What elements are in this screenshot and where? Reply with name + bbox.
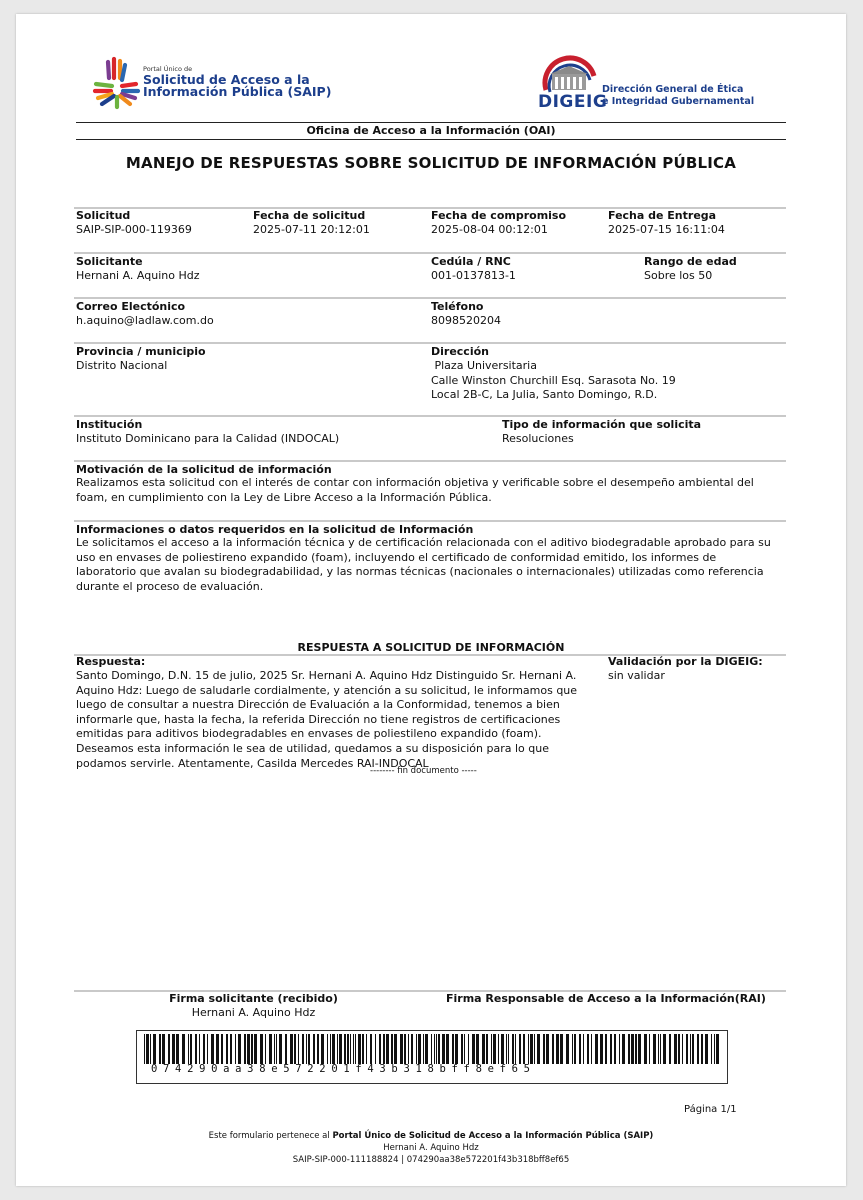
fecha-compromiso-value: 2025-08-04 00:12:01 <box>431 223 548 236</box>
digeig-logo-text <box>602 84 754 108</box>
barcode-bar <box>260 1034 263 1064</box>
motivacion-text <box>76 476 788 505</box>
barcode-bar <box>235 1034 236 1064</box>
informaciones-line: uso en envases de poliestireno expandido (foam), incluyendo el certificado de conformidad emitido, los informes de <box>76 550 717 564</box>
barcode-bar <box>628 1034 630 1064</box>
barcode-bar <box>442 1034 445 1064</box>
barcode-bar <box>678 1034 680 1064</box>
saip-logo-line3: Información Pública (SAIP) <box>143 84 332 99</box>
barcode-bar <box>216 1034 219 1064</box>
barcode-bar <box>188 1034 189 1064</box>
barcode-bar <box>486 1034 488 1064</box>
barcode-bar <box>583 1034 584 1064</box>
institucion-value: Instituto Dominicano para la Calidad (INDOCAL) <box>76 432 340 445</box>
footer-line3: SAIP-SIP-000-111188824 | 074290aa38e572201f43b318bff8ef65 <box>292 1155 570 1165</box>
barcode-bar <box>455 1034 458 1064</box>
barcode-bar <box>631 1034 634 1064</box>
barcode-bar <box>386 1034 389 1064</box>
row-divider <box>74 342 786 344</box>
barcode-bar <box>560 1034 563 1064</box>
digeig-wordmark: DIGEIG <box>538 92 608 112</box>
barcode-bars <box>144 1034 720 1064</box>
barcode-bar <box>411 1034 413 1064</box>
barcode-bar <box>669 1034 671 1064</box>
firma-rai-label: Firma Responsable de Acceso a la Información(RAI) <box>446 992 766 1005</box>
barcode-bar <box>317 1034 319 1064</box>
barcode-bar <box>566 1034 569 1064</box>
fecha-solicitud-label: Fecha de solicitud <box>253 209 366 222</box>
respuesta-line: Aquino Hdz: Luego de saludarle cordialmente, y atención a su solicitud, le informamos que <box>76 683 578 697</box>
saip-logo-line2: Solicitud de Acceso a la <box>143 71 310 87</box>
barcode-bar <box>290 1034 293 1064</box>
barcode-bar <box>461 1034 463 1064</box>
barcode-bar <box>182 1034 185 1064</box>
barcode-bar <box>556 1034 559 1064</box>
barcode-bar <box>619 1034 620 1064</box>
barcode-bar <box>327 1034 328 1064</box>
provincia-value: Distrito Nacional <box>76 359 168 372</box>
response-section-title: RESPUESTA A SOLICITUD DE INFORMACIÓN <box>297 641 565 654</box>
saip-logo-icon <box>92 56 142 110</box>
barcode-bar <box>366 1034 367 1064</box>
barcode-bar <box>649 1034 650 1064</box>
barcode-bar <box>622 1034 625 1064</box>
barcode-bar <box>358 1034 361 1064</box>
barcode-bar <box>394 1034 397 1064</box>
barcode-bar <box>690 1034 691 1064</box>
barcode-bar <box>438 1034 440 1064</box>
barcode-bar <box>370 1034 372 1064</box>
respuesta-line: Deseamos esta información le sea de utilidad, quedamos a su disposición para lo que <box>76 741 549 755</box>
informaciones-text <box>76 536 788 594</box>
barcode-bar <box>534 1034 535 1064</box>
row-divider <box>74 460 786 462</box>
barcode-bar <box>353 1034 354 1064</box>
solicitante-value: Hernani A. Aquino Hdz <box>76 269 200 282</box>
telefono-label: Teléfono <box>431 300 484 313</box>
barcode-bar <box>276 1034 277 1064</box>
barcode-bar <box>416 1034 417 1064</box>
barcode-bar <box>344 1034 346 1064</box>
barcode-bar <box>418 1034 421 1064</box>
barcode-bar <box>226 1034 228 1064</box>
barcode-bar <box>635 1034 637 1064</box>
barcode-bar <box>265 1034 266 1064</box>
respuesta-line: luego de consultar a nuestra Dirección de Evaluación a la Conformidad, tenemos a bien <box>76 698 560 712</box>
barcode-bar <box>591 1034 592 1064</box>
barcode-bar <box>375 1034 376 1064</box>
motivacion-line: foam, en cumplimiento con la Ley de Libre Acceso a la Información Pública. <box>76 490 492 504</box>
solicitud-label: Solicitud <box>76 209 131 222</box>
barcode-bar <box>269 1034 272 1064</box>
barcode-bar <box>697 1034 699 1064</box>
barcode-bar <box>530 1034 533 1064</box>
barcode-bar <box>294 1034 296 1064</box>
barcode-bar <box>285 1034 287 1064</box>
barcode-bar <box>605 1034 607 1064</box>
informaciones-label: Informaciones o datos requeridos en la solicitud de Información <box>76 523 474 536</box>
barcode-bar <box>653 1034 656 1064</box>
tipo-info-value: Resoluciones <box>502 432 574 445</box>
barcode-bar <box>508 1034 509 1064</box>
row-divider <box>74 252 786 254</box>
barcode-bar <box>362 1034 364 1064</box>
validacion-label: Validación por la DIGEIG: <box>608 655 763 668</box>
barcode-bar <box>464 1034 465 1064</box>
barcode-bar <box>337 1034 338 1064</box>
barcode-bar <box>211 1034 214 1064</box>
barcode-bar <box>519 1034 521 1064</box>
barcode-bar <box>716 1034 719 1064</box>
barcode-bar <box>686 1034 688 1064</box>
barcode-bar <box>254 1034 257 1064</box>
barcode-bar <box>279 1034 282 1064</box>
barcode-bar <box>162 1034 165 1064</box>
rango-edad-label: Rango de edad <box>644 255 737 268</box>
barcode-bar <box>543 1034 545 1064</box>
barcode-bar <box>190 1034 192 1064</box>
barcode-bar <box>308 1034 310 1064</box>
barcode-bar <box>506 1034 507 1064</box>
barcode-bar <box>600 1034 603 1064</box>
barcode-bar <box>332 1034 335 1064</box>
barcode-bar <box>682 1034 683 1064</box>
validacion-value: sin validar <box>608 669 665 682</box>
barcode-bar <box>207 1034 208 1064</box>
barcode-bar <box>153 1034 156 1064</box>
barcode-bar <box>660 1034 661 1064</box>
barcode-bar <box>391 1034 393 1064</box>
motivacion-label: Motivación de la solicitud de información <box>76 463 332 476</box>
barcode-bar <box>595 1034 598 1064</box>
barcode-bar <box>552 1034 554 1064</box>
saip-logo <box>92 54 332 114</box>
respuesta-line: Santo Domingo, D.N. 15 de julio, 2025 Sr. Hernani A. Aquino Hdz Distinguido Sr. Hernani A. <box>76 669 577 682</box>
barcode-bar <box>701 1034 703 1064</box>
document-title: MANEJO DE RESPUESTAS SOBRE SOLICITUD DE INFORMACIÓN PÚBLICA <box>125 154 737 172</box>
fin-documento-note: -------- fin documento ----- <box>370 766 477 776</box>
barcode-bar <box>644 1034 647 1064</box>
footer-prefix: Este formulario pertenece al <box>208 1131 333 1141</box>
barcode-bar <box>330 1034 331 1064</box>
digeig-logo-line1: Dirección General de Ética <box>602 84 744 95</box>
office-rule <box>76 139 786 140</box>
barcode-bar <box>425 1034 428 1064</box>
barcode-bar <box>714 1034 715 1064</box>
barcode-bar <box>172 1034 175 1064</box>
footer-line2: Hernani A. Aquino Hdz <box>383 1143 479 1153</box>
respuesta-line: podamos servirle. Atentamente, Casilda Mercedes RAI-INDOCAL <box>76 756 429 770</box>
fecha-compromiso-label: Fecha de compromiso <box>431 209 567 222</box>
digeig-logo <box>536 54 756 114</box>
barcode-bar <box>579 1034 581 1064</box>
solicitud-value: SAIP-SIP-000-119369 <box>76 223 192 236</box>
footer-line1 <box>16 1131 846 1141</box>
barcode-bar <box>159 1034 161 1064</box>
barcode-bar <box>176 1034 179 1064</box>
barcode-bar <box>658 1034 659 1064</box>
barcode-bar <box>434 1034 435 1064</box>
correo-value: h.aquino@ladlaw.com.do <box>76 314 214 327</box>
barcode-bar <box>274 1034 275 1064</box>
direccion-line3: Local 2B-C, La Julia, Santo Domingo, R.D. <box>431 388 658 401</box>
respuesta-line: emitidas para aditivos biodegradables en envases de poliestileno expandido (foam). <box>76 727 542 741</box>
barcode-bar <box>350 1034 351 1064</box>
barcode-bar <box>493 1034 496 1064</box>
cedula-label: Cedúla / RNC <box>431 255 511 268</box>
barcode-bar <box>144 1034 145 1064</box>
row-divider <box>74 520 786 522</box>
barcode <box>136 1030 728 1084</box>
fecha-entrega-value: 2025-07-15 16:11:04 <box>608 223 725 236</box>
barcode-bar <box>515 1034 516 1064</box>
barcode-bar <box>663 1034 666 1064</box>
digeig-logo-line2: e Integridad Gubernamental <box>602 95 755 107</box>
barcode-bar <box>546 1034 549 1064</box>
barcode-bar <box>528 1034 529 1064</box>
barcode-bar <box>501 1034 504 1064</box>
barcode-bar <box>379 1034 381 1064</box>
header-rule <box>76 122 786 123</box>
barcode-bar <box>452 1034 454 1064</box>
fecha-entrega-label: Fecha de Entrega <box>608 209 717 222</box>
barcode-bar <box>614 1034 616 1064</box>
firma-solicitante-label: Firma solicitante (recibido) <box>169 992 338 1005</box>
institucion-label: Institución <box>76 418 143 431</box>
tipo-info-label: Tipo de información que solicita <box>502 418 702 431</box>
cedula-value: 001-0137813-1 <box>431 269 516 282</box>
barcode-bar <box>298 1034 299 1064</box>
barcode-bar <box>199 1034 200 1064</box>
respuesta-label: Respuesta: <box>76 655 146 668</box>
office-heading: Oficina de Acceso a la Información (OAI) <box>306 124 556 137</box>
barcode-bar <box>572 1034 573 1064</box>
informaciones-line: durante el proceso de evaluación. <box>76 579 264 593</box>
motivacion-line: Realizamos esta solicitud con el interés de contar con información objetiva y verificable sobre el desempeño ambiental del <box>76 476 754 489</box>
barcode-bar <box>587 1034 589 1064</box>
barcode-bar <box>404 1034 406 1064</box>
barcode-bar <box>537 1034 540 1064</box>
barcode-bar <box>244 1034 246 1064</box>
barcode-bar <box>321 1034 324 1064</box>
informaciones-line: laboratorio que avalan su biodegradabilidad, y las normas técnicas (nacionales o internacionales) utilizadas como referencia <box>76 565 764 579</box>
direccion-line2: Calle Winston Churchill Esq. Sarasota No. 19 <box>431 373 676 387</box>
footer-portal-name: Portal Único de Solicitud de Acceso a la Información Pública (SAIP) <box>332 1131 654 1141</box>
fecha-solicitud-value: 2025-07-11 20:12:01 <box>253 223 370 236</box>
row-divider <box>74 297 786 299</box>
barcode-bar <box>472 1034 475 1064</box>
barcode-bar <box>302 1034 304 1064</box>
barcode-bar <box>436 1034 437 1064</box>
barcode-bar <box>610 1034 612 1064</box>
barcode-digits: 074290aa38e572201f43b318bff8ef65 <box>151 1063 536 1075</box>
barcode-bar <box>247 1034 250 1064</box>
barcode-bar <box>195 1034 197 1064</box>
direccion-label: Dirección <box>431 345 489 358</box>
barcode-bar <box>168 1034 170 1064</box>
firma-solicitante-name: Hernani A. Aquino Hdz <box>191 1006 316 1019</box>
barcode-bar <box>512 1034 514 1064</box>
barcode-bar <box>431 1034 432 1064</box>
barcode-bar <box>251 1034 253 1064</box>
barcode-bar <box>674 1034 677 1064</box>
barcode-bar <box>313 1034 315 1064</box>
telefono-value: 8098520204 <box>431 314 501 327</box>
barcode-bar <box>400 1034 403 1064</box>
barcode-bar <box>711 1034 712 1064</box>
barcode-bar <box>408 1034 409 1064</box>
barcode-bar <box>383 1034 385 1064</box>
barcode-bar <box>498 1034 499 1064</box>
respuesta-text <box>76 669 596 771</box>
barcode-bar <box>523 1034 525 1064</box>
solicitante-label: Solicitante <box>76 255 143 268</box>
barcode-bar <box>692 1034 694 1064</box>
barcode-bar <box>705 1034 708 1064</box>
saip-logo-line1: Portal Único de <box>143 65 193 73</box>
barcode-bar <box>221 1034 223 1064</box>
page-number: Página 1/1 <box>684 1104 737 1115</box>
barcode-bar <box>446 1034 449 1064</box>
barcode-bar <box>347 1034 349 1064</box>
barcode-bar <box>476 1034 479 1064</box>
barcode-bar <box>355 1034 356 1064</box>
barcode-bar <box>468 1034 469 1064</box>
barcode-bar <box>638 1034 641 1064</box>
correo-label: Correo Electónico <box>76 300 186 313</box>
barcode-bar <box>203 1034 205 1064</box>
barcode-bar <box>150 1034 151 1064</box>
rango-edad-value: Sobre los 50 <box>644 269 713 282</box>
barcode-bar <box>423 1034 424 1064</box>
informaciones-line: Le solicitamos el acceso a la información técnica y de certificación relacionada con el aditivo biodegradable aprobado para su <box>76 536 771 549</box>
saip-logo-text <box>143 66 331 99</box>
row-divider <box>74 415 786 417</box>
barcode-bar <box>238 1034 241 1064</box>
direccion-line1: Plaza Universitaria <box>431 359 537 372</box>
document-page <box>16 14 846 1186</box>
barcode-bar <box>339 1034 342 1064</box>
barcode-bar <box>574 1034 576 1064</box>
respuesta-line: informarle que, hasta la fecha, la referida Dirección no tiene registros de certificaciones <box>76 712 561 726</box>
barcode-bar <box>306 1034 307 1064</box>
barcode-bar <box>482 1034 485 1064</box>
provincia-label: Provincia / municipio <box>76 345 206 358</box>
barcode-bar <box>146 1034 149 1064</box>
barcode-bar <box>491 1034 492 1064</box>
barcode-bar <box>230 1034 232 1064</box>
